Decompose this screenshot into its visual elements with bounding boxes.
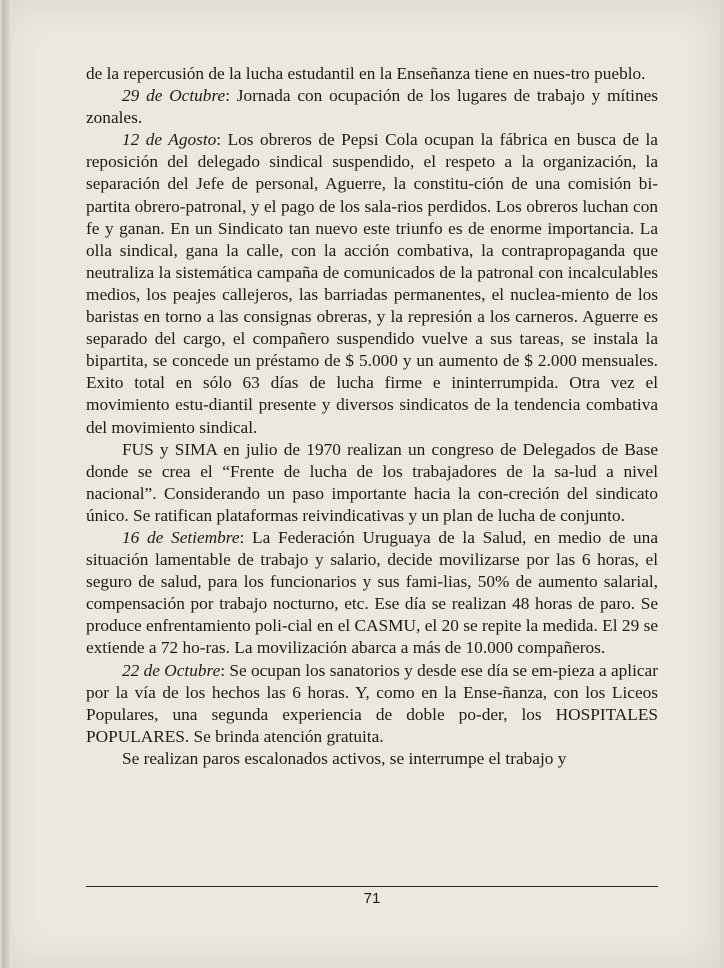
paragraph-7 — [86, 748, 658, 770]
paragraph-5-text: : La Federación Uruguaya de la Salud, en medio de una situación lamentable de trabajo y salario, decide movilizarse por las 6 horas, el seguro de salud, para los funcionarios y sus fami-lias, 50% de aumento salarial, compensación por trabajo nocturno, etc. Ese día se realizan 48 horas de paro. Se produce enfrentamiento poli-cial en el CASMU, el 20 se repite la medida. El 29 se extiende a 72 ho-ras. La movilización abarca a más de 10.000 compañeros. — [86, 527, 658, 658]
page-number: 71 — [363, 890, 381, 907]
paragraph-2-text: : Jornada con ocupación de los lugares de trabajo y mítines zonales. — [86, 86, 658, 128]
paragraph-1 — [86, 63, 658, 85]
paragraph-2-date: 29 de Octubre — [122, 86, 226, 106]
paragraph-3-text: : Los obreros de Pepsi Cola ocupan la fábrica en busca de la reposición del delegado sindical suspendido, el respeto a la organización, la separación del Jefe de personal, Aguerre, la constitu-ción de una comisión bi-partita obrero-patronal, y el pago de los sala-rios perdidos. Los obreros luchan con fe y ganan. En un Sindicato tan nuevo este triunfo es de enorme importancia. La olla sindical, gana la calle, con la acción combativa, la contrapropaganda que neutraliza la sistemática campaña de comunicados de la patronal con incalculables medios, los peajes callejeros, las barriadas permanentes, el nuclea-miento de los baristas en torno a las consignas obreras, y la represión a los carneros. Aguerre es separado del cargo, el compañero suspendido vuelve a sus tareas, se instala la bipartita, se concede un préstamo de $ 5.000 y un aumento de $ 2.000 mensuales. Exito total en sólo 63 días de lucha firme e ininterrumpida. Otra vez el movimiento estu-diantil presente y diversos sindicatos de la tendencia combativa del movimiento sindical. — [86, 130, 658, 437]
paragraph-2 — [86, 85, 658, 129]
page-spine-shadow — [2, 0, 12, 968]
paragraph-3-date: 12 de Agosto — [122, 130, 217, 150]
paragraph-1-text: de la repercusión de la lucha estudantil en la Enseñanza tiene en nues-tro pueblo. — [86, 64, 646, 83]
paragraph-3 — [86, 129, 658, 438]
paragraph-6-text: : Se ocupan los sanatorios y desde ese día se em-pieza a aplicar por la vía de los hechos las 6 horas. Y, como en la Ense-ñanza, con los Liceos Populares, una segunda experiencia de doble po-der, los HOSPITALES POPULARES. Se brinda atención gratuita. — [86, 660, 658, 746]
paragraph-6-date: 22 de Octubre — [122, 660, 221, 680]
paragraph-4 — [86, 439, 658, 527]
body-text — [86, 63, 658, 770]
paragraph-5-date: 16 de Setiembre — [122, 527, 240, 547]
book-page — [2, 0, 720, 968]
paragraph-6 — [86, 660, 658, 748]
paragraph-7-text: Se realizan paros escalonados activos, se interrumpe el trabajo y — [122, 748, 567, 768]
paragraph-5 — [86, 527, 658, 660]
footer-rule — [86, 886, 658, 887]
paragraph-4-text: FUS y SIMA en julio de 1970 realizan un congreso de Delegados de Base donde se crea el “Frente de lucha de los trabajadores de la sa-lud a nivel nacional”. Considerando un paso importante hacia la con-creción del sindicato único. Se ratifican plataformas reivindicativas y un plan de lucha de conjunto. — [86, 439, 658, 525]
